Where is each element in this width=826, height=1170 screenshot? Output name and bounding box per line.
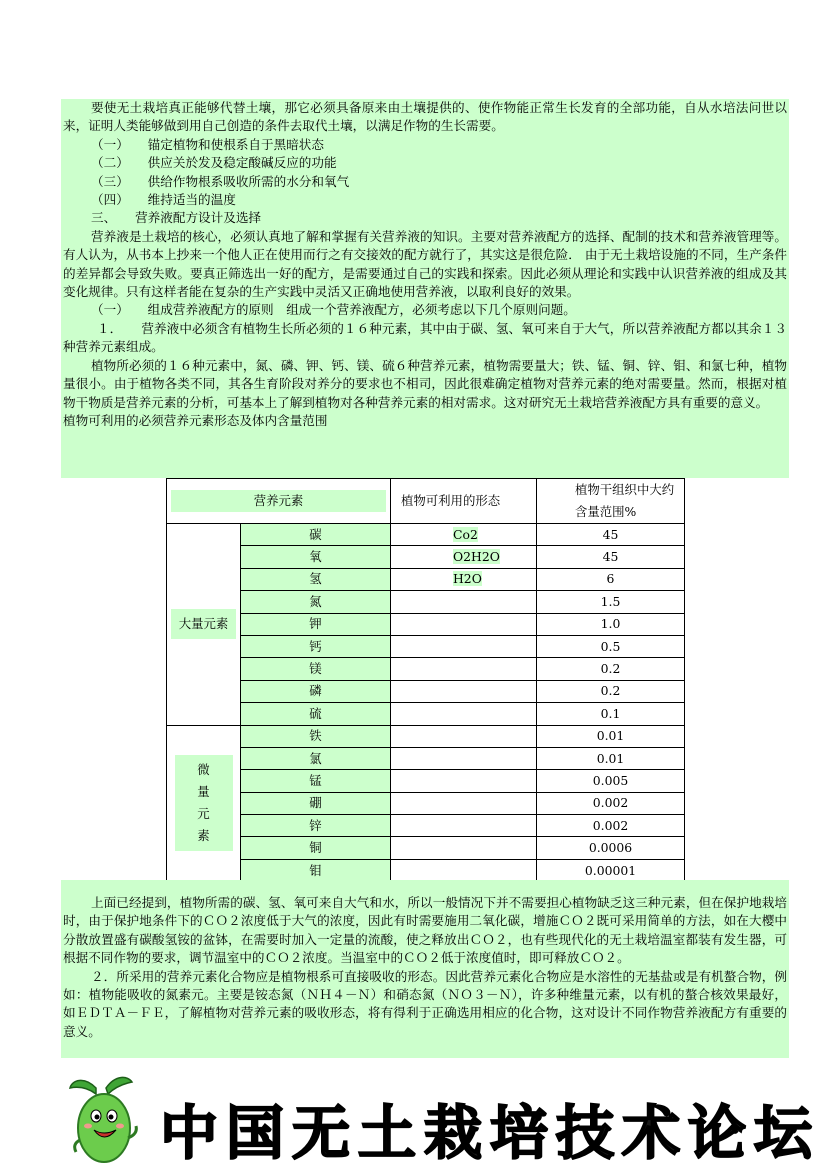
form-cell [391, 725, 537, 747]
element-cell: 锰 [241, 770, 391, 792]
element-cell: 钙 [241, 635, 391, 657]
table-header-row [167, 479, 685, 524]
content-value-cell: 0.01 [537, 725, 685, 747]
content-value-cell: 0.002 [537, 815, 685, 837]
element-cell: 钼 [241, 859, 391, 881]
sprout-mascot-icon [66, 1074, 156, 1166]
elements-paragraph: 植物所必须的１６种元素中，氮、磷、钾、钙、镁、硫６种营养元素，植物需要量大；铁、锰、铜、锌、钼、和氯七种，植物量很小。由于植物各类不同，其各生育阶段对养分的要求也不相司，因此很难确定植物对营养元素的绝对需要量。然而，根据对植物干物质是营养元素的分析，可基本上了解到植物对各种营养元素的相对需求。这对研究无土栽培营养液配方具有重要的意义。 [63, 357, 787, 410]
header-element: 营养元素 [171, 490, 386, 512]
table-row [167, 680, 685, 702]
content-value-cell: 0.2 [537, 658, 685, 680]
content-value-cell: 45 [537, 524, 685, 546]
forum-logo [66, 1074, 821, 1167]
function-item-2: （二） 供应关於发及稳定酸碱反应的功能 [91, 155, 337, 171]
function-item-4: （四） 维持适当的温度 [91, 192, 236, 208]
form-cell: Co2 [391, 524, 537, 546]
header-form: 植物可利用的形态 [391, 479, 537, 524]
form-cell [391, 658, 537, 680]
table-row [167, 568, 685, 590]
element-cell: 硫 [241, 703, 391, 725]
content-value-cell: 0.002 [537, 792, 685, 814]
co2-paragraph: 上面已经提到，植物所需的碳、氢、氧可来自大气和水，所以一般情况下并不需要担心植物缺乏这三种元素，但在保护地栽培时，由于保护地条件下的ＣＯ２浓度低于大气的浓度，因此有时需要施用二氧化碳，增施ＣＯ２既可采用简单的方法，如在大樱中分散放置盛有碳酸氢铵的盆钵，在需要时加入一定量的流酸，使之释放出ＣＯ２，也有些现代化的无土栽培温室都装有发生器，可根据不同作物的要求，调节温室中的ＣＯ２浓度。当温室中的ＣＯ２低于浓度值时，即可释放ＣＯ２。 [63, 895, 787, 966]
element-cell: 硼 [241, 792, 391, 814]
content-value-cell: 45 [537, 546, 685, 568]
top-text-block [61, 99, 789, 478]
form-cell [391, 792, 537, 814]
table-row [167, 815, 685, 837]
element-cell: 氯 [241, 747, 391, 769]
micro-label: 微 量 元 素 [167, 725, 241, 882]
table-row [167, 635, 685, 657]
bottom-text-block [61, 880, 789, 1058]
table-row [167, 837, 685, 859]
element-cell: 氮 [241, 591, 391, 613]
nutrient-table [166, 478, 685, 882]
form-cell [391, 815, 537, 837]
element-cell: 镁 [241, 658, 391, 680]
principle-1-paragraph: １． 营养液中必须含有植物生长所必须的１６种元素，其中由于碳、氢、氧可来自于大气，所以营养液配方都以其余１３种营养元素组成。 [63, 320, 787, 355]
form-cell [391, 613, 537, 635]
form-cell [391, 635, 537, 657]
content-value-cell: 0.00001 [537, 859, 685, 881]
table-row [167, 770, 685, 792]
form-cell: O2H2O [391, 546, 537, 568]
nutrient-solution-paragraph: 营养液是土栽培的核心，必须认真地了解和掌握有关营养液的知识。主要对营养液配方的选择、配制的技术和营养液管理等。有人认为，从书本上抄来一个他人正在使用而行之有交接效的配方就行了，其实这是很危险． 由于无土栽培设施的不同，生产条件的差异都会导致失败。要真正筛选出一好的配方，是需要通过自己的实践和探索。因此必须从理论和实践中认识营养液的组成及其变化规律。只有这样者能在复杂的生产实践中灵活又正确地使用营养液，以取利良好的效果。 [63, 228, 787, 300]
form-cell [391, 770, 537, 792]
element-cell: 锌 [241, 815, 391, 837]
table-row [167, 703, 685, 725]
form-cell [391, 859, 537, 881]
element-cell: 磷 [241, 680, 391, 702]
intro-paragraph: 要使无土栽培真正能够代替土壤，那它必须具备原来由土壤提供的、使作物能正常生长发育的全部功能，自从水培法问世以来，证明人类能够做到用自己创造的条件去取代土壤，以满足作物的生长需要。 [63, 100, 787, 134]
form-cell: H2O [391, 568, 537, 590]
table-row [167, 591, 685, 613]
table-row [167, 725, 685, 747]
table-row [167, 792, 685, 814]
content-value-cell: 0.2 [537, 680, 685, 702]
content-value-cell: 6 [537, 568, 685, 590]
form-cell [391, 747, 537, 769]
table-row [167, 658, 685, 680]
content-value-cell: 0.005 [537, 770, 685, 792]
principles-paragraph: （一） 组成营养液配方的原则 组成一个营养液配方，必须考虑以下几个原则问题。 [91, 302, 576, 318]
principle-2-paragraph: ２．所采用的营养元素化合物应是植物根系可直接吸收的形态。因此营养元素化合物应是水溶性的无基盐或是有机螯合物，例如：植物能吸收的氮素元。主要是铵态氮（ＮＨ４－Ｎ）和硝态氮（ＮＯ３－Ｎ），许多种维量元素，以有机的螯合核效果最好，如ＥＤＴＡ－ＦＥ，了解植物对营养元素的吸收形态，将有得利于正确选用相应的化合物，这对设计不同作物营养液配方有重要的意义。 [63, 968, 787, 1039]
forum-logo-text: 中国无土栽培技术论坛 [160, 1099, 821, 1167]
element-cell: 氢 [241, 568, 391, 590]
content-value-cell: 0.01 [537, 747, 685, 769]
form-cell [391, 591, 537, 613]
content-value-cell: 0.5 [537, 635, 685, 657]
element-cell: 氧 [241, 546, 391, 568]
table-row [167, 613, 685, 635]
macro-element-rows [167, 524, 685, 726]
element-cell: 铁 [241, 725, 391, 747]
macro-label: 大量元素 [167, 524, 241, 726]
element-cell: 碳 [241, 524, 391, 546]
header-content: 植物干组织中大约含量范围% [537, 479, 685, 524]
micro-element-rows [167, 725, 685, 882]
function-item-3: （三） 供给作物根系吸收所需的水分和氧气 [91, 173, 350, 189]
table-caption: 植物可利用的必须营养元素形态及体内含量范围 [63, 412, 328, 428]
form-cell [391, 680, 537, 702]
table-row [167, 524, 685, 546]
form-cell [391, 837, 537, 859]
content-value-cell: 1.0 [537, 613, 685, 635]
header-element-cell [167, 479, 391, 524]
section-3-heading: 三、 营养液配方设计及选择 [91, 210, 262, 226]
table-row [167, 747, 685, 769]
table-row [167, 859, 685, 881]
element-cell: 铜 [241, 837, 391, 859]
function-item-1: （一） 锚定植物和使根系自于黑暗状态 [91, 136, 324, 152]
element-cell: 钾 [241, 613, 391, 635]
content-value-cell: 0.1 [537, 703, 685, 725]
content-value-cell: 0.0006 [537, 837, 685, 859]
form-cell [391, 703, 537, 725]
content-value-cell: 1.5 [537, 591, 685, 613]
table-row [167, 546, 685, 568]
